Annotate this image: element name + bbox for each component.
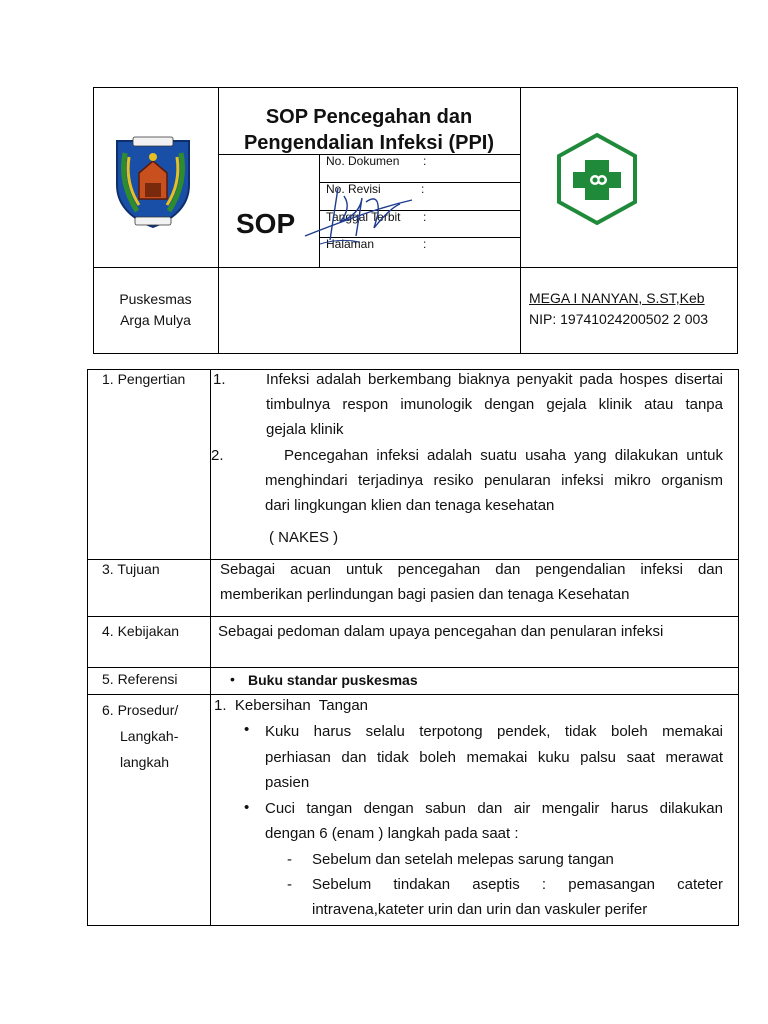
- signature-scribble: [300, 178, 420, 248]
- doc-field-label: Tanggal Terbit: [326, 210, 401, 224]
- health-ministry-logo: [555, 132, 639, 226]
- pengertian-item1-number: 1.: [213, 371, 226, 388]
- pengertian-nakes: ( NAKES ): [269, 529, 339, 546]
- dash-icon: -: [287, 876, 292, 893]
- dash-icon: -: [287, 851, 292, 868]
- prosedur-dash2-line1: Sebelum tindakan aseptis : pemasangan cateter: [312, 876, 723, 893]
- row-label-referensi: 5. Referensi: [102, 671, 178, 687]
- pengertian-item1-line3: gejala klinik: [266, 421, 344, 438]
- pengertian-item2-number: 2.: [211, 447, 224, 464]
- tujuan-line2: memberikan perlindungan bagi pasien dan tenaga Kesehatan: [220, 586, 630, 603]
- title-line-1: SOP Pencegahan dan: [265, 106, 473, 128]
- doc-field-label: No. Dokumen: [326, 154, 400, 168]
- doc-field-sep: :: [421, 182, 425, 196]
- pengertian-item1-line1: Infeksi adalah berkembang biaknya penyakit pada hospes disertai: [266, 371, 723, 388]
- doc-field-label: No. Revisi: [326, 182, 381, 196]
- prosedur-label-line2: Langkah-: [120, 728, 179, 744]
- prosedur-bullet1-line3: pasien: [265, 774, 310, 791]
- row-label-pengertian: 1. Pengertian: [102, 371, 186, 387]
- org-line-1: Puskesmas: [119, 291, 192, 307]
- pengertian-item2-line2: menghindari terjadinya resiko penularan infeksi mikro organism: [265, 472, 723, 489]
- pengertian-item2-line1: Pencegahan infeksi adalah suatu usaha yang dilakukan untuk: [284, 447, 723, 464]
- prosedur-dash1: Sebelum dan setelah melepas sarung tangan: [312, 851, 614, 868]
- prosedur-bullet1-line2: perhiasan dan tidak boleh memakai kuku palsu saat merawat: [265, 749, 723, 766]
- doc-field-label: Halaman: [326, 237, 375, 251]
- doc-field-sep: :: [423, 210, 427, 224]
- prosedur-bullet1-line1: Kuku harus selalu terpotong pendek, tidak boleh memakai: [265, 723, 723, 740]
- doc-field-sep: :: [423, 154, 427, 168]
- signer-name: MEGA I NANYAN, S.ST,Keb: [529, 290, 705, 306]
- org-line-2: Arga Mulya: [120, 312, 191, 328]
- prosedur-dash2-line2: intravena,kateter urin dan urin dan vaskuler perifer: [312, 901, 648, 918]
- prosedur-heading: 1. Kebersihan Tangan: [214, 697, 369, 714]
- referensi-bullet: Buku standar puskesmas: [248, 672, 418, 688]
- doc-field-no-dokumen: [326, 154, 520, 168]
- row-label-tujuan: 3. Tujuan: [102, 561, 160, 577]
- doc-field-sep: :: [423, 237, 427, 251]
- signer-nip: NIP: 19741024200502 2 003: [529, 311, 709, 327]
- bullet-icon: •: [244, 799, 250, 816]
- pengertian-item2-line3: dari lingkungan klien dan tenaga kesehatan: [265, 497, 555, 514]
- bullet-icon: •: [230, 671, 235, 687]
- prosedur-label-line3: langkah: [120, 754, 170, 770]
- prosedur-bullet2-line1: Cuci tangan dengan sabun dan air mengalir harus dilakukan: [265, 800, 723, 817]
- tujuan-line1: Sebagai acuan untuk pencegahan dan pengendalian infeksi dan: [220, 561, 723, 578]
- prosedur-label-line1: 6. Prosedur/: [102, 702, 179, 718]
- bullet-icon: •: [244, 721, 250, 738]
- document-title: [218, 104, 520, 156]
- title-line-2: Pengendalian Infeksi (PPI): [243, 132, 495, 154]
- organization-name: [93, 289, 218, 331]
- kebijakan-text: Sebagai pedoman dalam upaya pencegahan dan penularan infeksi: [218, 623, 664, 640]
- row-label-kebijakan: 4. Kebijakan: [102, 623, 180, 639]
- row-label-prosedur: [102, 697, 178, 775]
- regency-logo: [107, 133, 199, 231]
- sop-label: SOP: [236, 208, 296, 239]
- prosedur-bullet2-line2: dengan 6 (enam ) langkah pada saat :: [265, 825, 519, 842]
- pengertian-item1-line2: timbulnya respon imunologik dengan gejala klinik atau tanpa: [266, 396, 723, 413]
